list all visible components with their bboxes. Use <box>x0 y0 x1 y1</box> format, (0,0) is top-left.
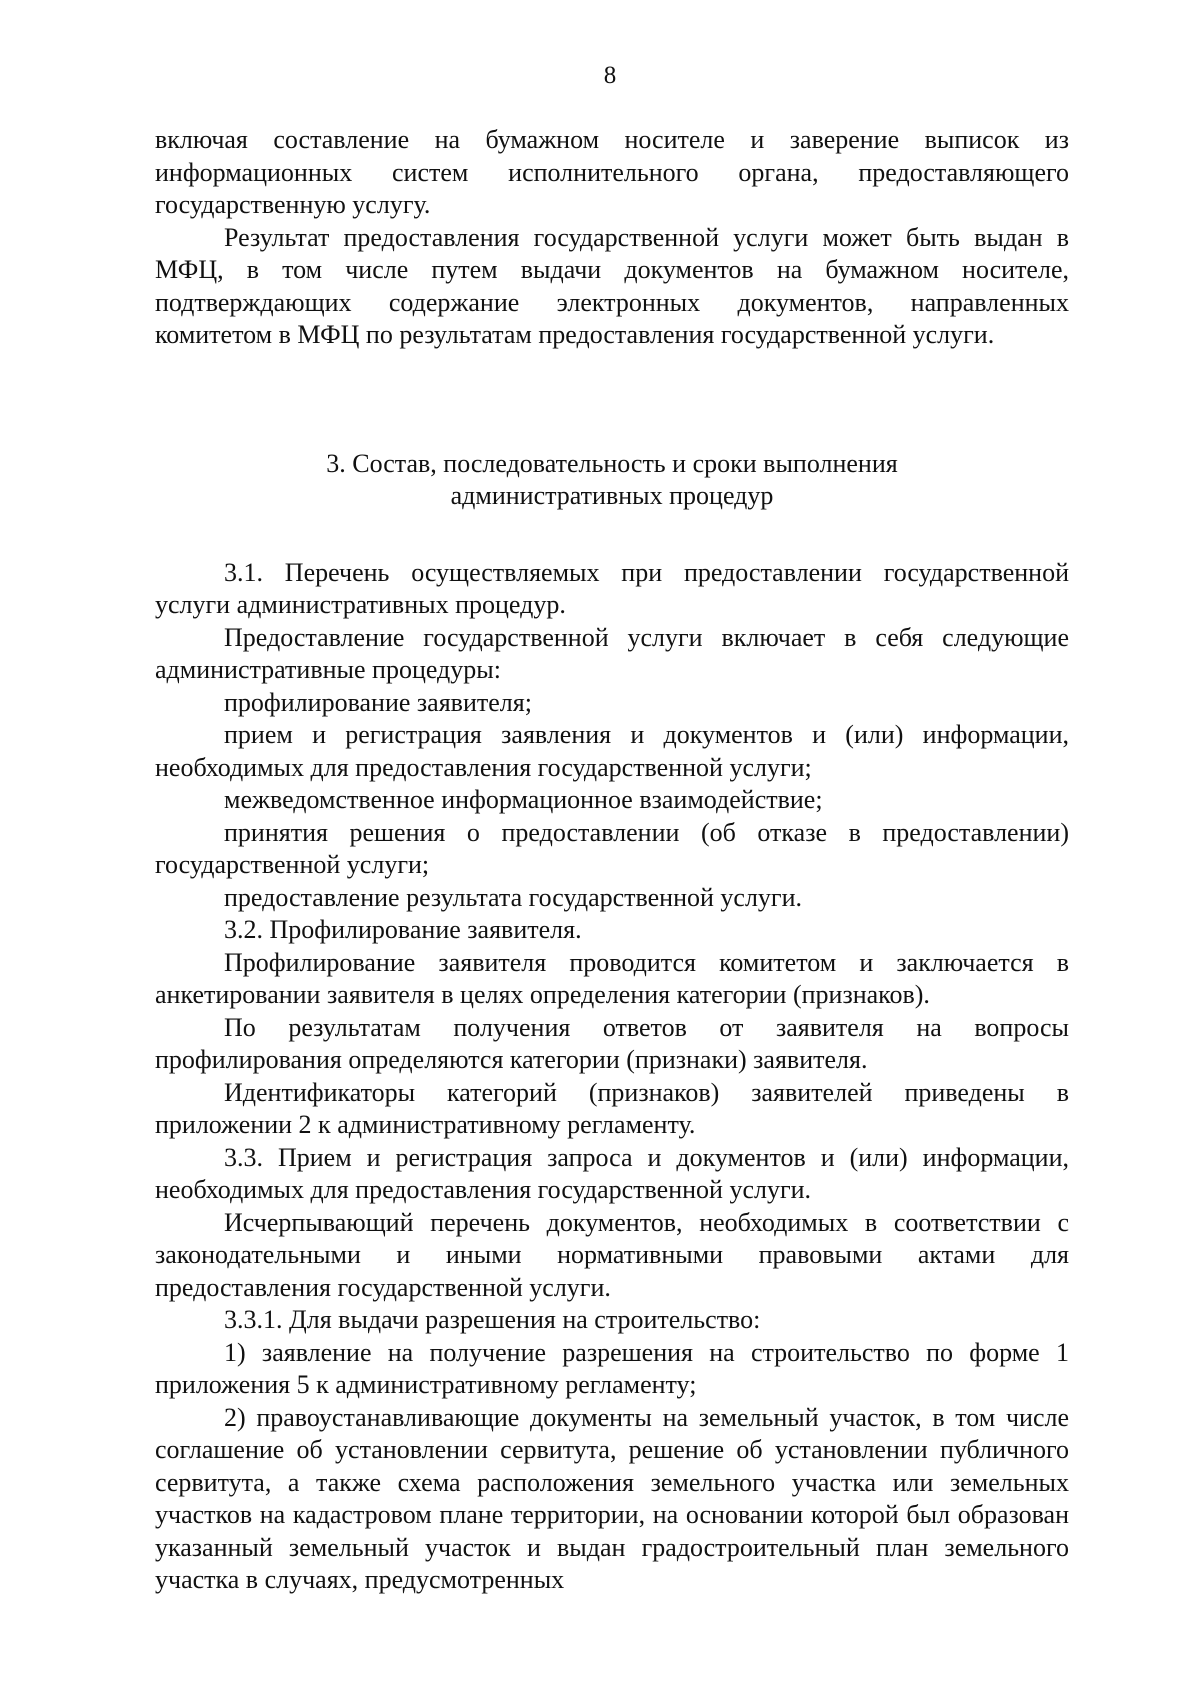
subsection-title: 3.3. Прием и регистрация запроса и документов и (или) информации, необходимых для предоставления государственной услуги. <box>155 1142 1069 1204</box>
paragraph: Предоставление государственной услуги включает в себя следующие административные процедуры: <box>155 622 1069 684</box>
page-number: 8 <box>603 62 617 89</box>
list-item: 2) правоустанавливающие документы на земельный участок, в том числе соглашение об установлении сервитута, решение об установлении публичного сервитута, а также схема расположения земельного участка или земельных участков на кадастровом плане территории, на основании которой был образован указанный земельный участок и выдан градостроительный план земельного участка в случаях, предусмотренных <box>155 1402 1069 1594</box>
paragraph: По результатам получения ответов от заявителя на вопросы профилирования определяются категории (признаки) заявителя. <box>155 1012 1069 1074</box>
list-item: профилирование заявителя; <box>224 687 532 717</box>
paragraph: Исчерпывающий перечень документов, необходимых в соответствии с законодательными и иными нормативными правовыми актами для предоставления государственной услуги. <box>155 1207 1069 1302</box>
section-heading-line: административных процедур <box>450 481 774 510</box>
paragraph: Идентификаторы категорий (признаков) заявителей приведены в приложении 2 к административному регламенту. <box>155 1077 1069 1139</box>
list-item: прием и регистрация заявления и документов и (или) информации, необходимых для предоставления государственной услуги; <box>155 720 1069 782</box>
section-heading-line: 3. Состав, последовательность и сроки выполнения <box>326 448 898 478</box>
document-body <box>155 124 1069 1597</box>
list-item: предоставление результата государственной услуги. <box>224 882 803 912</box>
list-item: межведомственное информационное взаимодействие; <box>224 785 823 814</box>
section-heading <box>155 448 1069 513</box>
list-item: принятия решения о предоставлении (об отказе в предоставлении) государственной услуги; <box>155 817 1069 879</box>
paragraph: Профилирование заявителя проводится комитетом и заключается в анкетировании заявителя в целях определения категории (признаков). <box>155 947 1069 1009</box>
paragraph: 3.1. Перечень осуществляемых при предоставлении государственной услуги административных процедур. <box>155 557 1069 619</box>
subsection-title: 3.3.1. Для выдачи разрешения на строительство: <box>224 1305 761 1334</box>
subsection-title: 3.2. Профилирование заявителя. <box>224 915 582 944</box>
list-item: 1) заявление на получение разрешения на строительство по форме 1 приложения 5 к административному регламенту; <box>155 1337 1069 1399</box>
paragraph: включая составление на бумажном носителе и заверение выписок из информационных систем исполнительного органа, предоставляющего государственную услугу. <box>155 125 1069 219</box>
paragraph: Результат предоставления государственной услуги может быть выдан в МФЦ, в том числе путем выдачи документов на бумажном носителе, подтверждающих содержание электронных документов, направленных комитетом в МФЦ по результатам предоставления государственной услуги. <box>155 222 1069 349</box>
